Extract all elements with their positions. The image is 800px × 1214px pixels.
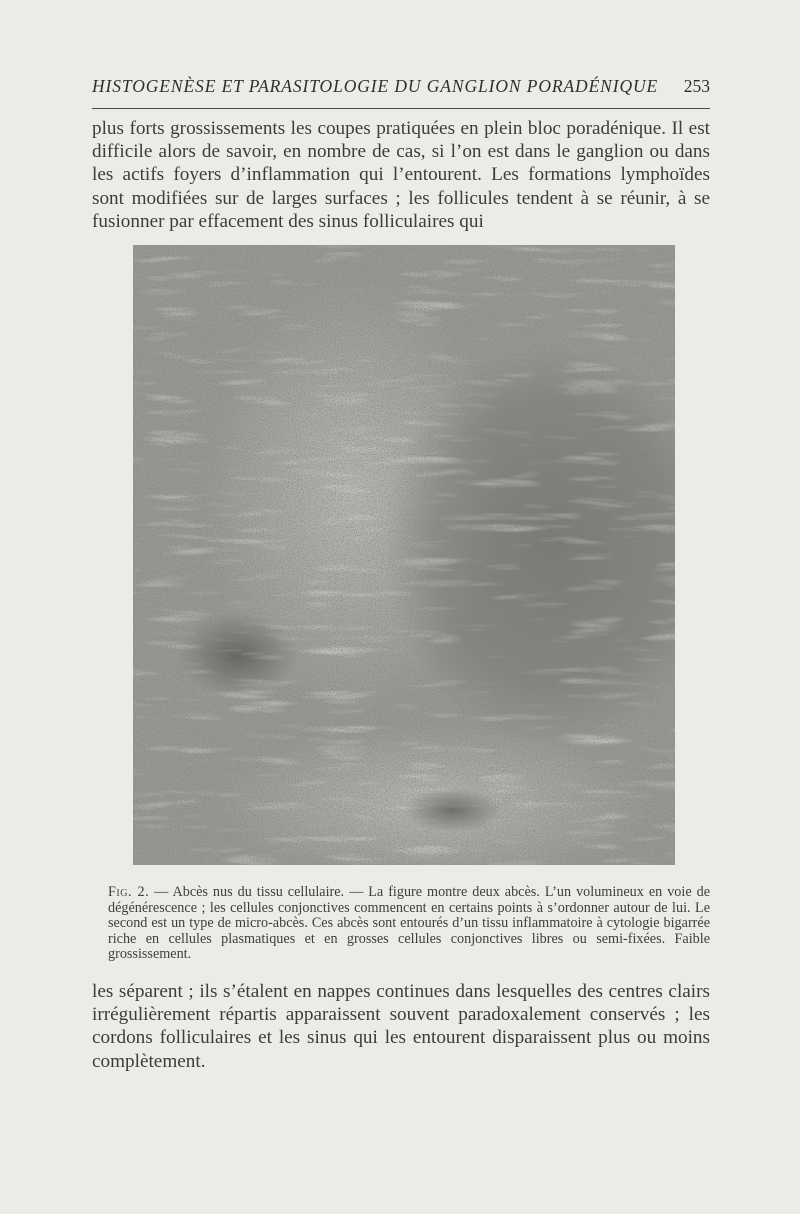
running-head [92, 76, 710, 104]
paragraph-top: plus forts grossissements les coupes pratiquées en plein bloc poradénique. Il est difficile alors de savoir, en nombre de cas, si l’on est dans le ganglion ou dans les actifs foyers d’inflammation qui l’entourent. Les formations lymphoïdes sont modifiées sur de larges surfaces ; les follicules tendent à se réunir, à se fusionner par effacement des sinus folliculaires qui [92, 118, 710, 232]
figure-caption-text: — Abcès nus du tissu cellulaire. — La figure montre deux abcès. L’un volumineux en voie de dégénérescence ; les cellules conjonctives commencent en certains points à s’ordonner autour de lui. Le second est un type de micro-abcès. Ces abcès sont entourés d’un tissu inflammatoire à cytologie bigarrée riche en cellules plasmatiques et en grosses cellules conjonctives libres ou semi-fixées. Faible grossissement. [108, 884, 711, 963]
figure-caption [108, 885, 710, 963]
figure-label: Fig. 2. [108, 884, 150, 900]
page-number: 253 [683, 76, 710, 96]
header-rule [92, 108, 710, 109]
running-title: HISTOGENÈSE ET PARASITOLOGIE DU GANGLION PORADÉNIQUE [92, 76, 659, 96]
micrograph-figure [133, 245, 675, 865]
micrograph-image [133, 245, 675, 865]
paragraph-bottom: les séparent ; ils s’étalent en nappes continues dans lesquelles des centres clairs irrégulièrement répartis apparaissent souvent paradoxalement conservés ; les cordons folliculaires et les sinus qui les entourent disparaissent plus ou moins complètement. [92, 981, 710, 1072]
